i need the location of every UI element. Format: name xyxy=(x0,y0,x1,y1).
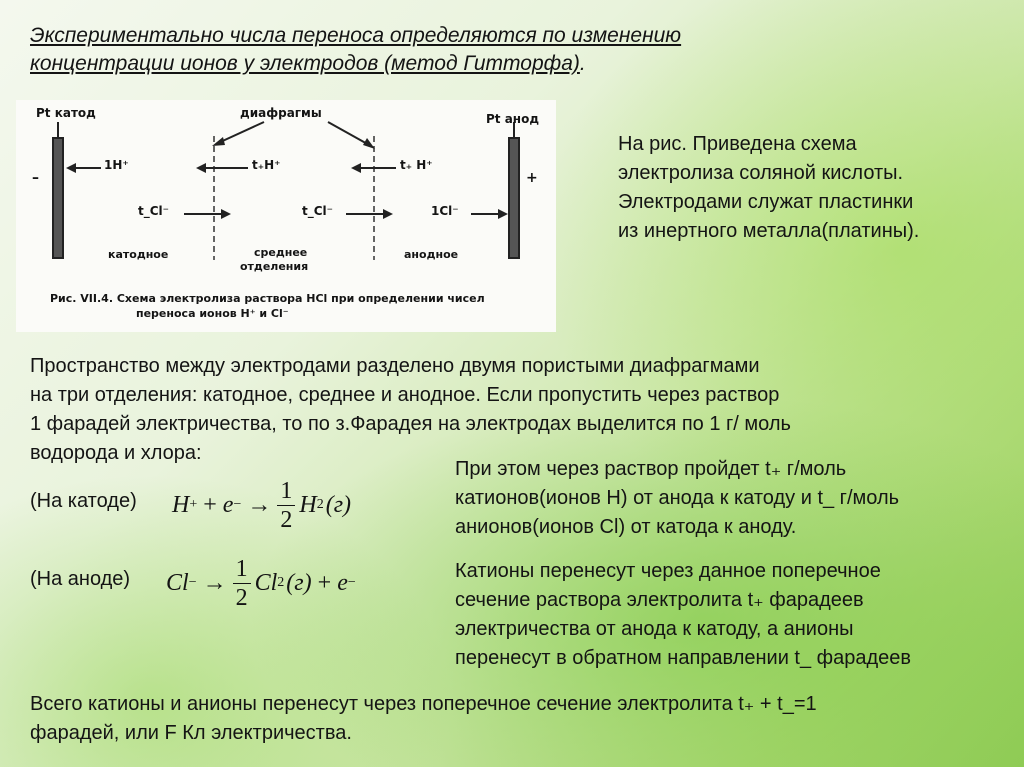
transfer-line-1: При этом через раствор пройдет t₊ г/моль xyxy=(455,458,847,480)
main-paragraph xyxy=(30,352,930,468)
figure-caption-1: Рис. VII.4. Схема электролиза раствора HCl при определении чисел xyxy=(50,292,485,305)
cation-line-4: перенесут в обратном направлении t_ фарадеев xyxy=(455,647,912,669)
anode-equation: Cl − → $\frac{1}{2}$ Cl 2 (г) + e − xyxy=(166,555,356,611)
para-line-3: 1 фарадей электричества, то по з.Фарадея на электродах выделится по 1 г/ моль xyxy=(30,413,791,435)
anode-eq-frac-den: 2 xyxy=(235,584,248,611)
figure-description xyxy=(618,130,998,246)
plus-sign: + xyxy=(526,170,538,186)
anode-eq-product: Cl xyxy=(254,569,278,596)
anode-eq-electron: e xyxy=(337,569,348,596)
heading-line-2: концентрации ионов у электродов (метод Гитторфа) xyxy=(30,52,580,75)
conclusion-line-2: фарадей, или F Кл электричества. xyxy=(30,722,352,744)
ion-tplus-left: t₊H⁺ xyxy=(252,158,281,172)
side-line-3: Электродами служат пластинки xyxy=(618,191,914,213)
anode-eq-fraction xyxy=(233,555,251,612)
cathode-eq-state: (г) xyxy=(325,491,352,518)
cathode-eq-frac-num: 1 xyxy=(277,477,295,506)
section-middle: среднее xyxy=(254,246,308,259)
cathode-eq-electron: e xyxy=(222,491,234,518)
side-line-2: электролиза соляной кислоты. xyxy=(618,162,904,184)
transfer-paragraph xyxy=(455,455,1015,542)
anode-eq-ion: Cl xyxy=(166,569,189,596)
cathode-eq-arrow: → xyxy=(247,491,272,518)
anode-eq-plus: + xyxy=(317,569,332,596)
diaphragm-label: диафрагмы xyxy=(240,106,322,120)
cathode-eq-ion: H xyxy=(172,491,190,518)
ion-tminus-right: t_Cl⁻ xyxy=(302,204,333,218)
anode-eq-state: (г) xyxy=(286,569,312,596)
heading-line-1: Экспериментально числа переноса определяются по изменению xyxy=(30,24,682,47)
transfer-line-3: анионов(ионов Cl) от катода к аноду. xyxy=(455,516,797,538)
conclusion-line-1: Всего катионы и анионы перенесут через поперечное сечение электролита t₊ + t_=1 xyxy=(30,693,817,715)
cathode-eq-fraction xyxy=(277,477,295,534)
section-label-compartments: отделения xyxy=(240,260,309,273)
ion-anode-cl: 1Cl⁻ xyxy=(431,204,459,218)
conclusion-paragraph xyxy=(30,690,1010,748)
cathode-plate xyxy=(53,138,63,258)
anode-label: Pt анод xyxy=(486,112,540,126)
side-line-1: На рис. Приведена схема xyxy=(618,133,857,155)
minus-sign: – xyxy=(32,170,39,186)
cathode-label: Pt катод xyxy=(36,106,96,120)
ion-tplus-right: t₊ H⁺ xyxy=(400,158,433,172)
cathode-equation: H + + e − → $\frac{1}{2}$ H 2 (г) xyxy=(172,477,352,533)
cation-anion-paragraph xyxy=(455,557,1015,673)
cathode-eq-frac-den: 2 xyxy=(280,506,293,533)
anode-eq-arrow: → xyxy=(202,569,227,596)
para-line-1: Пространство между электродами разделено двумя пористыми диафрагмами xyxy=(30,355,760,377)
anode-eq-label: (На аноде) xyxy=(30,568,131,590)
cation-line-2: сечение раствора электролита t₊ фарадеев xyxy=(455,589,864,611)
section-cathode: катодное xyxy=(108,248,169,261)
anode-eq-frac-num: 1 xyxy=(233,555,251,584)
section-anode: анодное xyxy=(404,248,459,261)
slide-heading xyxy=(30,22,790,78)
transfer-line-2: катионов(ионов Н) от анода к катоду и t_ г/моль xyxy=(455,487,900,509)
ion-cathode-h: 1H⁺ xyxy=(104,158,129,172)
figure-caption-2: переноса ионов H⁺ и Cl⁻ xyxy=(136,307,289,320)
cathode-eq-product: H xyxy=(299,491,317,518)
cation-line-1: Катионы перенесут через данное поперечное xyxy=(455,560,881,582)
cation-line-3: электричества от анода к катоду, а анионы xyxy=(455,618,854,640)
cathode-eq-plus: + xyxy=(203,491,217,518)
heading-period: . xyxy=(579,52,586,75)
para-line-2: на три отделения: катодное, среднее и анодное. Если пропустить через раствор xyxy=(30,384,780,406)
cathode-eq-label: (На катоде) xyxy=(30,490,137,512)
hittorf-diagram xyxy=(16,100,556,332)
anode-plate xyxy=(509,138,519,258)
side-line-4: из инертного металла(платины). xyxy=(618,220,920,242)
para-line-4: водорода и хлора: xyxy=(30,442,202,464)
ion-tminus-left: t_Cl⁻ xyxy=(138,204,169,218)
